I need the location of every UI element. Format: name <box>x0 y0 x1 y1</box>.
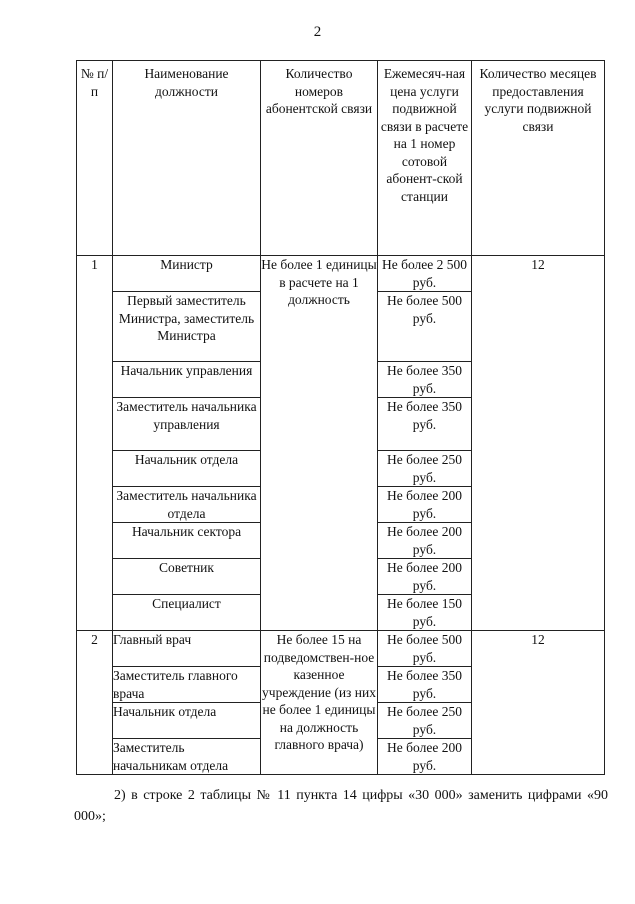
header-num: № п/п <box>77 61 113 256</box>
position-name: Советник <box>113 559 261 595</box>
table-header-row <box>77 61 605 256</box>
table-row <box>77 631 605 667</box>
position-name: Заместитель главного врача <box>113 667 261 703</box>
price-cell: Не более 2 500 руб. <box>378 256 472 292</box>
quantity-cell: Не более 1 единицы в расчете на 1 должность <box>261 256 378 631</box>
group-number: 1 <box>77 256 113 631</box>
price-cell: Не более 500 руб. <box>378 292 472 362</box>
months-cell: 12 <box>472 256 605 631</box>
price-cell: Не более 350 руб. <box>378 362 472 398</box>
tariff-table <box>76 60 605 775</box>
amendment-paragraph: 2) в строке 2 таблицы № 11 пункта 14 цифры «30 000» заменить цифрами «90 000»; <box>74 788 608 824</box>
price-cell: Не более 250 руб. <box>378 703 472 739</box>
position-name: Начальник отдела <box>113 451 261 487</box>
position-name: Заместитель начальника отдела <box>113 487 261 523</box>
price-cell: Не более 200 руб. <box>378 559 472 595</box>
price-cell: Не более 150 руб. <box>378 595 472 631</box>
quantity-cell: Не более 15 на подведомствен-ное казенное учреждение (из них не более 1 единицы на должность главного врача) <box>261 631 378 775</box>
header-position: Наименование должности <box>113 61 261 256</box>
header-quantity: Количество номеров абонентской связи <box>261 61 378 256</box>
header-price: Ежемесяч-ная цена услуги подвижной связи в расчете на 1 номер сотовой абонент-ской станции <box>378 61 472 256</box>
table-row <box>77 256 605 292</box>
months-cell: 12 <box>472 631 605 775</box>
position-name: Начальник сектора <box>113 523 261 559</box>
price-cell: Не более 200 руб. <box>378 487 472 523</box>
position-name: Заместитель начальникам отдела <box>113 739 261 775</box>
position-name: Министр <box>113 256 261 292</box>
price-cell: Не более 200 руб. <box>378 523 472 559</box>
group-number: 2 <box>77 631 113 775</box>
position-name: Первый заместитель Министра, заместитель Министра <box>113 292 261 362</box>
price-cell: Не более 350 руб. <box>378 667 472 703</box>
header-months: Количество месяцев предоставления услуги подвижной связи <box>472 61 605 256</box>
page-number: 2 <box>313 24 322 40</box>
price-cell: Не более 350 руб. <box>378 398 472 451</box>
position-name: Специалист <box>113 595 261 631</box>
position-name: Заместитель начальника управления <box>113 398 261 451</box>
price-cell: Не более 500 руб. <box>378 631 472 667</box>
position-name: Начальник отдела <box>113 703 261 739</box>
position-name: Главный врач <box>113 631 261 667</box>
price-cell: Не более 250 руб. <box>378 451 472 487</box>
price-cell: Не более 200 руб. <box>378 739 472 775</box>
position-name: Начальник управления <box>113 362 261 398</box>
